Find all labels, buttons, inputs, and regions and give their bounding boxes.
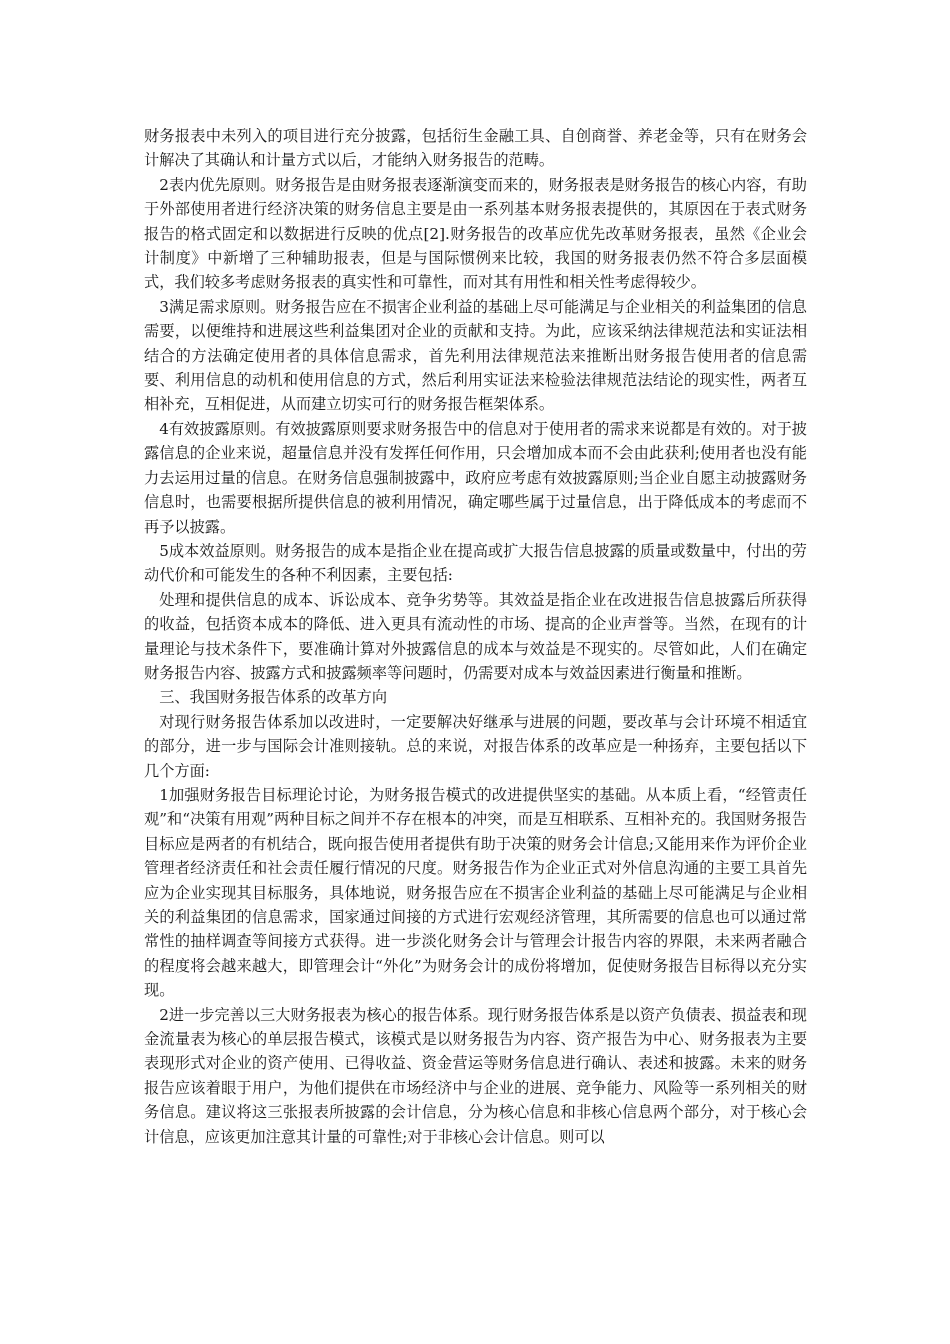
- paragraph-principle-2: 2表内优先原则。财务报告是由财务报表逐渐演变而来的，财务报表是财务报告的核心内容，有助于外部使用者进行经济决策的财务信息主要是由一系列基本财务报表提供的，其原因在于表式财务报告的格式固定和以数据进行反映的优点[2].财务报告的改革应优先改革财务报表，虽然《企业会计制度》中新增了三种辅助报表，但是与国际惯例来比较，我国的财务报表仍然不符合多层面模式，我们较多考虑财务报表的真实性和可靠性，而对其有用性和相关性考虑得较少。: [144, 175, 807, 292]
- section-heading: 三、我国财务报告体系的改革方向: [159, 688, 387, 707]
- paragraph-continuation: 财务报表中未列入的项目进行充分披露，包括衍生金融工具、自创商誉、养老金等，只有在财务会计解决了其确认和计量方式以后，才能纳入财务报告的范畴。: [144, 127, 807, 170]
- paragraph-reform-intro: 对现行财务报告体系加以改进时，一定要解决好继承与进展的问题，要改革与会计环境不相适宜的部分，进一步与国际会计准则接轨。总的来说，对报告体系的改革应是一种扬弃，主要包括以下几个方面:: [144, 712, 807, 780]
- paragraph-reform-2: 2进一步完善以三大财务报表为核心的报告体系。现行财务报告体系是以资产负债表、损益表和现金流量表为核心的单层报告模式，该模式是以财务报告为内容、资产报告为中心、财务报表为主要表现形式对企业的资产使用、已得收益、资金营运等财务信息进行确认、表述和披露。未来的财务报告应该着眼于用户，为他们提供在市场经济中与企业的进展、竞争能力、风险等一系列相关的财务信息。建议将这三张报表所披露的会计信息，分为核心信息和非核心信息两个部分，对于核心会计信息，应该更加注意其计量的可靠性;对于非核心会计信息。则可以: [144, 1005, 807, 1146]
- paragraph-principle-3: 3满足需求原则。财务报告应在不损害企业利益的基础上尽可能满足与企业相关的利益集团的信息需要，以便维持和进展这些利益集团对企业的贡献和支持。为此，应该采纳法律规范法和实证法相结合的方法确定使用者的具体信息需求，首先利用法律规范法来推断出财务报告使用者的信息需要、利用信息的动机和使用信息的方式，然后利用实证法来检验法律规范法结论的现实性，两者互相补充，互相促进，从而建立切实可行的财务报告框架体系。: [144, 297, 807, 414]
- paragraph-principle-5: 5成本效益原则。财务报告的成本是指企业在提高或扩大报告信息披露的质量或数量中，付出的劳动代价和可能发生的各种不利因素，主要包括:: [144, 541, 807, 585]
- document-body: [144, 124, 807, 1149]
- paragraph-cost-benefit: 处理和提供信息的成本、诉讼成本、竞争劣势等。其效益是指企业在改进报告信息披露后所获得的收益，包括资本成本的降低、进入更具有流动性的市场、提高的企业声誉等。当然，在现有的计量理论与技术条件下，要准确计算对外披露信息的成本与效益是不现实的。尽管如此，人们在确定财务报告内容、披露方式和披露频率等问题时，仍需要对成本与效益因素进行衡量和推断。: [144, 590, 807, 682]
- paragraph-principle-4: 4有效披露原则。有效披露原则要求财务报告中的信息对于使用者的需求来说都是有效的。对于披露信息的企业来说，超量信息并没有发挥任何作用，只会增加成本而不会由此获利;使用者也没有能力去运用过量的信息。在财务信息强制披露中，政府应考虑有效披露原则;当企业自愿主动披露财务信息时，也需要根据所提供信息的被利用情况，确定哪些属于过量信息，出于降低成本的考虑而不再予以披露。: [144, 419, 807, 536]
- paragraph-reform-1: 1加强财务报告目标理论讨论，为财务报告模式的改进提供坚实的基础。从本质上看，“经管责任观”和“决策有用观”两种目标之间并不存在根本的冲突，而是互相联系、互相补充的。我国财务报告目标应是两者的有机结合，既向报告使用者提供有助于决策的财务会计信息;又能用来作为评价企业管理者经济责任和社会责任履行情况的尺度。财务报告作为企业正式对外信息沟通的主要工具首先应为企业实现其目标服务，具体地说，财务报告应在不损害企业利益的基础上尽可能满足与企业相关的利益集团的信息需求，国家通过间接的方式进行宏观经济管理，其所需要的信息也可以通过常常性的抽样调查等间接方式获得。进一步淡化财务会计与管理会计报告内容的界限，未来两者融合的程度将会越来越大，即管理会计“外化”为财务会计的成份将增加，促使财务报告目标得以充分实现。: [144, 785, 807, 1000]
